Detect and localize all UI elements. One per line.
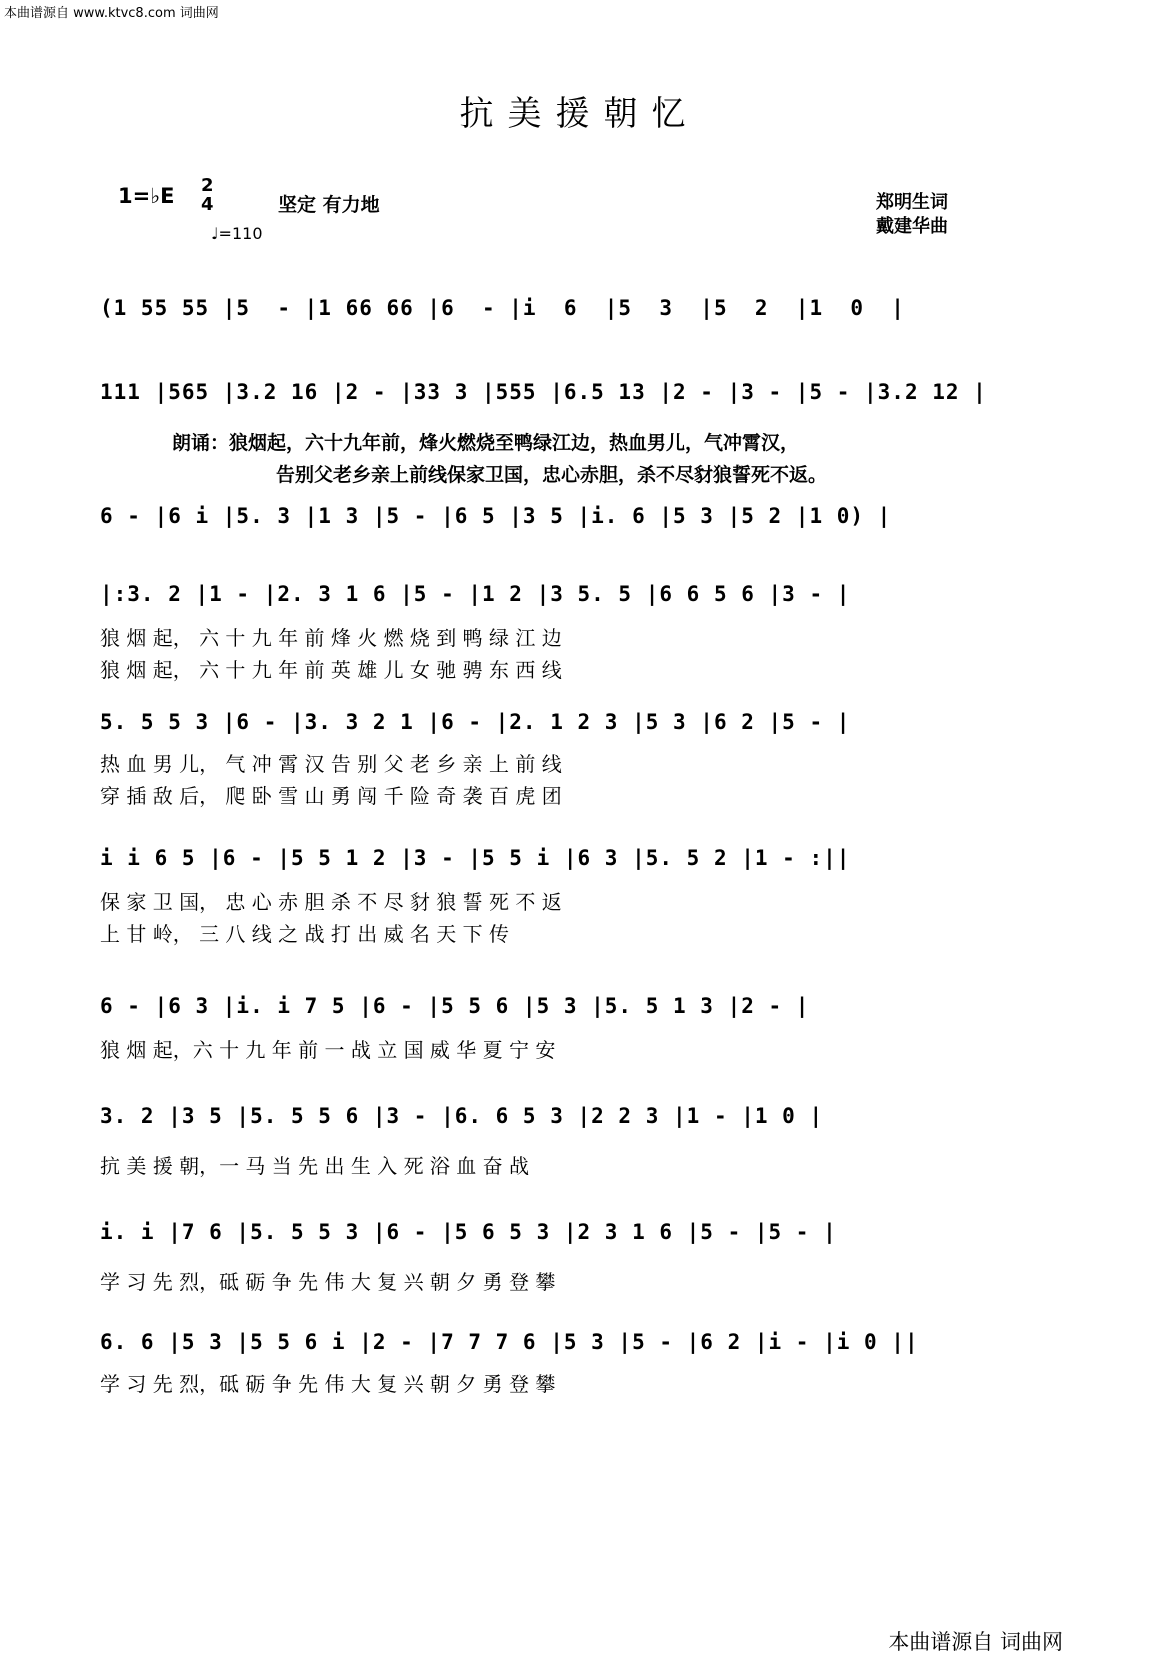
lyric-line-9: 学 习 先 烈，砥 砺 争 先 伟 大 复 兴 朝 夕 勇 登 攀: [100, 1270, 556, 1294]
score-line-7: 6 - |6 3 |i. i 7 5 |6 - |5 5 6 |5 3 |5. 5 1 3 |2 - |: [100, 994, 810, 1018]
tempo-mark: ♩=110: [211, 224, 263, 243]
time-signature-top: 2: [201, 175, 214, 196]
lyric-line-4-verse-1: 狼 烟 起， 六 十 九 年 前 烽 火 燃 烧 到 鸭 绿 江 边: [100, 626, 562, 650]
lyric-line-10: 学 习 先 烈，砥 砺 争 先 伟 大 复 兴 朝 夕 勇 登 攀: [100, 1372, 556, 1396]
score-line-2: 111 |565 |3.2 16 |2 - |33 3 |555 |6.5 13 |2 - |3 - |5 - |3.2 12 |: [100, 380, 987, 404]
score-line-3: 6 - |6 i |5. 3 |1 3 |5 - |6 5 |3 5 |i. 6 |5 3 |5 2 |1 0) |: [100, 504, 892, 528]
score-line-9: i. i |7 6 |5. 5 5 3 |6 - |5 6 5 3 |2 3 1 6 |5 - |5 - |: [100, 1220, 837, 1244]
song-title: 抗美援朝忆: [459, 94, 700, 134]
score-line-4: |:3. 2 |1 - |2. 3 1 6 |5 - |1 2 |3 5. 5 |6 6 5 6 |3 - |: [100, 582, 851, 606]
time-signature-bottom: 4: [201, 194, 214, 215]
score-line-6: i i 6 5 |6 - |5 5 1 2 |3 - |5 5 i |6 3 |5. 5 2 |1 - :||: [100, 846, 851, 870]
lyric-line-6-verse-1: 保 家 卫 国， 忠 心 赤 胆 杀 不 尽 豺 狼 誓 死 不 返: [100, 890, 562, 914]
lyric-line-6-verse-2: 上 甘 岭， 三 八 线 之 战 打 出 威 名 天 下 传: [100, 922, 510, 946]
composer-credit: 戴建华曲: [876, 216, 948, 237]
score-line-8: 3. 2 |3 5 |5. 5 5 6 |3 - |6. 6 5 3 |2 2 3 |1 - |1 0 |: [100, 1104, 824, 1128]
time-signature: [201, 176, 214, 214]
top-watermark: 本曲谱源自 www.ktvc8.com 词曲网: [4, 6, 219, 21]
score-line-1: (1 55 55 |5 - |1 66 66 |6 - |i 6 |5 3 |5 2 |1 0 |: [100, 296, 905, 320]
score-line-5: 5. 5 5 3 |6 - |3. 3 2 1 |6 - |2. 1 2 3 |5 3 |6 2 |5 - |: [100, 710, 851, 734]
key-signature: 1=♭E: [118, 184, 175, 208]
lyric-line-5-verse-1: 热 血 男 儿， 气 冲 霄 汉 告 别 父 老 乡 亲 上 前 线: [100, 752, 562, 776]
lyric-line-7: 狼 烟 起，六 十 九 年 前 一 战 立 国 威 华 夏 宁 安: [100, 1038, 556, 1062]
lyricist-credit: 郑明生词: [876, 192, 948, 213]
bottom-watermark: 本曲谱源自 词曲网: [888, 1630, 1063, 1654]
expression-mark: 坚定 有力地: [278, 194, 380, 216]
lyric-line-8: 抗 美 援 朝，一 马 当 先 出 生 入 死 浴 血 奋 战: [100, 1154, 530, 1178]
score-line-10: 6. 6 |5 3 |5 5 6 i |2 - |7 7 7 6 |5 3 |5 - |6 2 |i - |i 0 ||: [100, 1330, 919, 1354]
recitation-line-1: 朗诵：狼烟起，六十九年前，烽火燃烧至鸭绿江边，热血男儿，气冲霄汉，: [172, 432, 800, 454]
recitation-line-2: 告别父老乡亲上前线保家卫国，忠心赤胆，杀不尽豺狼誓死不返。: [276, 464, 828, 486]
lyric-line-5-verse-2: 穿 插 敌 后， 爬 卧 雪 山 勇 闯 千 险 奇 袭 百 虎 团: [100, 784, 562, 808]
lyric-line-4-verse-2: 狼 烟 起， 六 十 九 年 前 英 雄 儿 女 驰 骋 东 西 线: [100, 658, 562, 682]
